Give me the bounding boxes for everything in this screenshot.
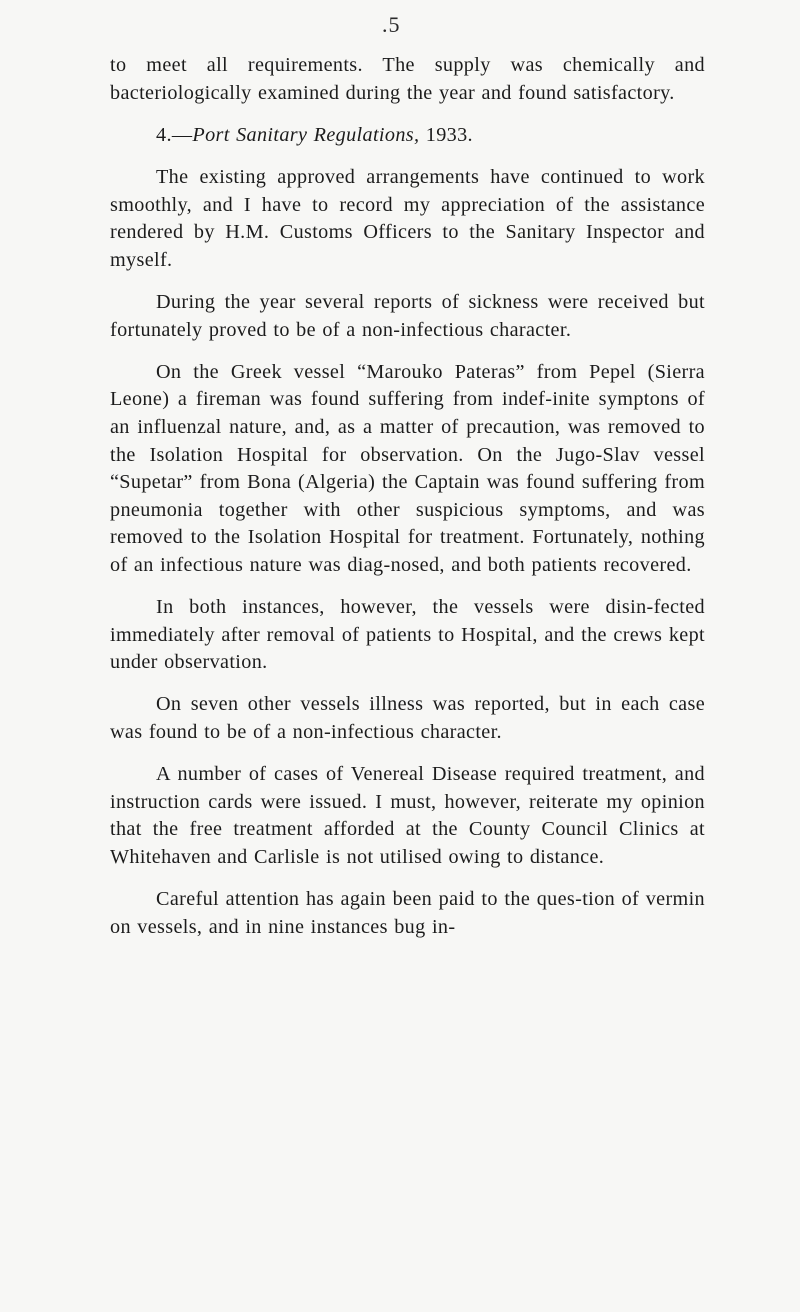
section-heading-number: 4.— [156, 123, 193, 146]
body-text [110, 52, 705, 956]
section-heading [110, 122, 705, 150]
section-heading-title: Port Sanitary Regulations, [192, 123, 420, 146]
paragraph-continuation: to meet all requirements. The supply was chemically and bacteriologically examined during the year and found satisfactory. [110, 54, 705, 104]
paragraph-vermin: Careful attention has again been paid to the ques-tion of vermin on vessels, and in nine instances bug in- [110, 888, 705, 938]
page-number: .5 [382, 12, 401, 37]
section-heading-year: 1933. [419, 123, 473, 146]
paragraph-vessel-cases: On the Greek vessel “Marouko Pateras” from Pepel (Sierra Leone) a fireman was found suffering from indef-inite symptons of an influenzal nature, and, as a matter of precaution, was removed to the Isolation Hospital for observation. On the Jugo-Slav vessel “Supetar” from Bona (Algeria) the Captain was found suffering from pneumonia together with other suspicious symptoms, and was removed to the Isolation Hospital for treatment. Fortunately, nothing of an infectious nature was diag-nosed, and both patients recovered. [110, 360, 705, 576]
paragraph-arrangements: The existing approved arrangements have continued to work smoothly, and I have to record my appreciation of the assistance rendered by H.M. Customs Officers to the Sanitary Inspector and myself. [110, 165, 705, 271]
paragraph-venereal-disease: A number of cases of Venereal Disease required treatment, and instruction cards were issued. I must, however, reiterate my opinion that the free treatment afforded at the County Council Clinics at Whitehaven and Carlisle is not utilised owing to distance. [110, 763, 705, 868]
paragraph-other-vessels: On seven other vessels illness was reported, but in each case was found to be of a non-infectious character. [110, 693, 705, 744]
paragraph-sickness-reports: During the year several reports of sickness were received but fortunately proved to be of a non-infectious character. [110, 290, 705, 341]
paragraph-disinfection: In both instances, however, the vessels were disin-fected immediately after removal of patients to Hospital, and the crews kept under observation. [110, 596, 705, 674]
